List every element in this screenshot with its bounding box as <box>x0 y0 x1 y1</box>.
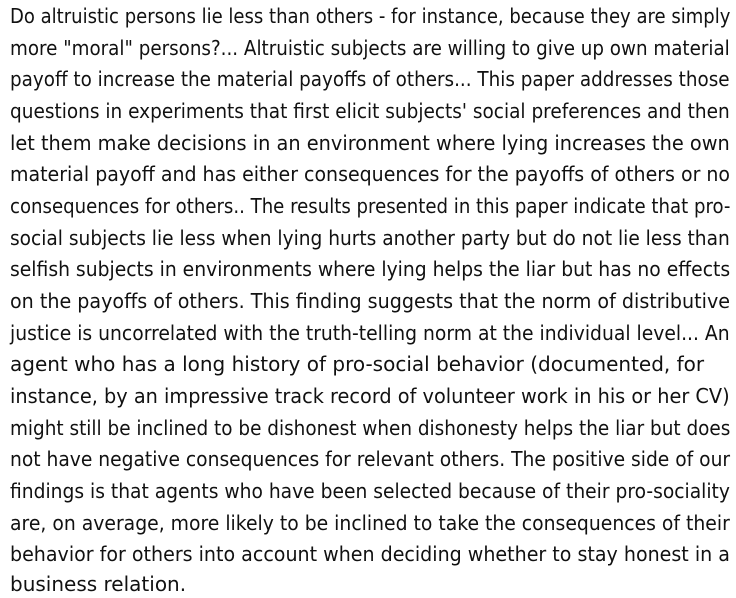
text-line: questions in experiments that first elicit subjects' social preferences and then <box>10 99 730 123</box>
text-line: are, on average, more likely to be inclined to take the consequences of their <box>10 511 730 535</box>
text-line: agent who has a long history of pro-social behavior (documented, for <box>10 352 705 376</box>
text-line: might still be inclined to be dishonest when dishonesty helps the liar but does <box>10 416 731 440</box>
text-line: more "moral" persons?... Altruistic subjects are willing to give up own material <box>10 36 730 60</box>
text-line: social subjects lie less when lying hurts another party but do not lie less than <box>10 226 730 250</box>
text-line: not have negative consequences for relevant others. The positive side of our <box>10 447 731 471</box>
text-line: justice is uncorrelated with the truth-telling norm at the individual level... An <box>10 321 730 345</box>
text-line: business relation. <box>10 572 187 596</box>
text-line: instance, by an impressive track record of volunteer work in his or her CV) <box>10 384 730 408</box>
text-line: selfish subjects in environments where lying helps the liar but has no effects <box>10 257 731 281</box>
text-line: payoff to increase the material payoffs of others... This paper addresses those <box>10 67 730 91</box>
text-line: consequences for others.. The results presented in this paper indicate that pro- <box>10 194 731 218</box>
text-line: Do altruistic persons lie less than others - for instance, because they are simply <box>10 4 731 28</box>
text-line: material payoff and has either consequences for the payoffs of others or no <box>10 162 731 186</box>
text-line: findings is that agents who have been selected because of their pro-sociality <box>10 479 730 503</box>
text-line: let them make decisions in an environment where lying increases the own <box>10 131 730 155</box>
text-line: on the payoffs of others. This finding suggests that the norm of distributive <box>10 289 731 313</box>
text-line: behavior for others into account when deciding whether to stay honest in a <box>10 542 730 566</box>
